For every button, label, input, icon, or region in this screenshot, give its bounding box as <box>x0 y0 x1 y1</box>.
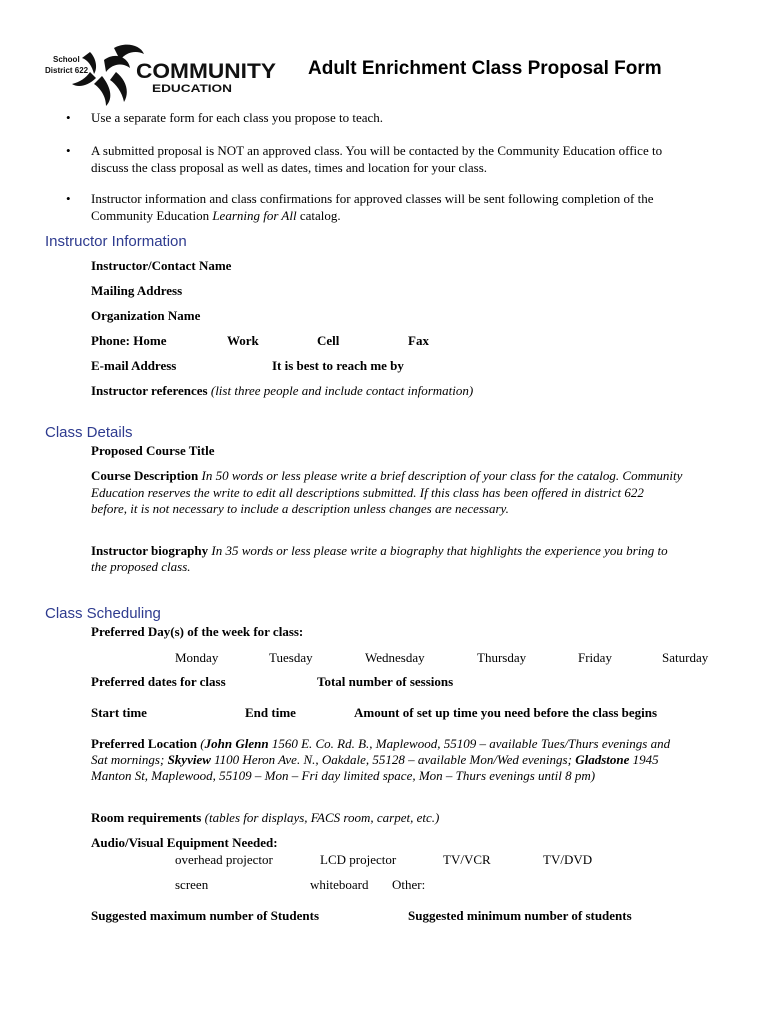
bullet-text-1: Use a separate form for each class you propose to teach. <box>91 110 384 125</box>
loc-l2-c: 1100 Heron Ave. N., Oakdale, 55128 – available Mon/Wed evenings; <box>210 752 576 767</box>
class-details-heading: Class Details <box>45 424 133 441</box>
form-title: Adult Enrichment Class Proposal Form <box>308 58 662 79</box>
references-note: (list three people and include contact information) <box>207 383 474 398</box>
catalog-suffix: catalog. <box>296 208 341 223</box>
end-time-label: End time <box>245 705 296 720</box>
loc-skyview: Skyview <box>167 752 211 767</box>
bullet-text-3-line1: Instructor information and class confirmations for approved classes will be sent following completion of the <box>91 191 654 206</box>
bullet-dot: • <box>66 110 71 125</box>
day-saturday: Saturday <box>662 650 709 665</box>
av-overhead-projector: overhead projector <box>175 852 273 867</box>
av-equipment-label: Audio/Visual Equipment Needed: <box>91 835 278 850</box>
logo-community-text: COMMUNITY <box>136 60 276 83</box>
bio-line1 <box>91 543 668 559</box>
location-label: Preferred Location <box>91 736 198 751</box>
phone-cell-label: Cell <box>317 333 340 348</box>
logo-education-text: EDUCATION <box>152 83 233 95</box>
catalog-prefix: Community Education <box>91 208 213 223</box>
av-screen: screen <box>175 877 209 892</box>
course-title-label: Proposed Course Title <box>91 443 215 458</box>
logo-district-text: District 622 <box>45 66 89 75</box>
contact-name-label: Instructor/Contact Name <box>91 258 232 273</box>
preferred-days-label: Preferred Day(s) of the week for class: <box>91 624 304 639</box>
day-thursday: Thursday <box>477 650 527 665</box>
bio-line2: the proposed class. <box>91 559 191 574</box>
av-other: Other: <box>392 877 426 892</box>
catalog-name: Learning for All <box>212 208 297 223</box>
day-wednesday: Wednesday <box>365 650 425 665</box>
instructor-references <box>91 383 473 399</box>
phone-fax-label: Fax <box>408 333 429 348</box>
room-note: (tables for displays, FACS room, carpet, etc.) <box>201 810 440 825</box>
phone-home-label: Phone: Home <box>91 333 167 348</box>
room-label: Room requirements <box>91 810 202 825</box>
email-label: E-mail Address <box>91 358 177 373</box>
total-sessions-label: Total number of sessions <box>317 674 454 689</box>
course-description-line1 <box>91 468 682 484</box>
day-monday: Monday <box>175 650 219 665</box>
course-description-label: Course Description <box>91 468 199 483</box>
district-622-community-education-logo <box>44 42 280 108</box>
av-tv-vcr: TV/VCR <box>443 852 491 867</box>
phone-work-label: Work <box>227 333 259 348</box>
av-whiteboard: whiteboard <box>310 877 369 892</box>
instructor-information-heading: Instructor Information <box>45 233 187 250</box>
bullet-text-3-line2 <box>91 208 341 224</box>
course-description-line3: before, it is not necessary to include a description unless changes are necessary. <box>91 501 509 516</box>
av-tv-dvd: TV/DVD <box>543 852 593 867</box>
setup-time-label: Amount of set up time you need before the class begins <box>354 705 658 720</box>
loc-l2-a: Sat mornings; <box>91 752 168 767</box>
bio-note: In 35 words or less please write a biography that highlights the experience you bring to <box>208 543 668 558</box>
start-time-label: Start time <box>91 705 147 720</box>
loc-l1-a: ( <box>197 736 205 751</box>
day-friday: Friday <box>578 650 612 665</box>
bullet-dot: • <box>66 191 71 206</box>
logo-school-text: School <box>53 55 80 64</box>
min-students-label: Suggested minimum number of students <box>408 908 632 923</box>
location-line1 <box>91 736 670 752</box>
bullet-dot: • <box>66 143 71 158</box>
best-reach-label: It is best to reach me by <box>272 358 404 373</box>
day-tuesday: Tuesday <box>269 650 313 665</box>
loc-l2-e: 1945 <box>629 752 659 767</box>
bullet-text-2-line2: discuss the class proposal as well as dates, times and location for your class. <box>91 160 488 175</box>
location-line3: Manton St, Maplewood, 55109 – Mon – Fri day limited space, Mon – Thurs evenings until 8 pm) <box>91 768 596 783</box>
bio-label: Instructor biography <box>91 543 209 558</box>
max-students-label: Suggested maximum number of Students <box>91 908 320 923</box>
course-description-note: In 50 words or less please write a brief description of your class for the catalog. Community <box>198 468 683 483</box>
location-line2 <box>91 752 659 768</box>
loc-john-glenn: John Glenn <box>204 736 269 751</box>
av-lcd-projector: LCD projector <box>320 852 397 867</box>
bullet-text-2-line1: A submitted proposal is NOT an approved class. You will be contacted by the Community Education office to <box>91 143 663 158</box>
mailing-address-label: Mailing Address <box>91 283 183 298</box>
loc-l1-c: 1560 E. Co. Rd. B., Maplewood, 55109 – available Tues/Thurs evenings and <box>268 736 671 751</box>
references-label: Instructor references <box>91 383 208 398</box>
preferred-dates-label: Preferred dates for class <box>91 674 226 689</box>
loc-gladstone: Gladstone <box>575 752 630 767</box>
course-description-line2: Education reserves the write to edit all descriptions submitted. If this class has been offered in district 622 <box>91 485 644 500</box>
organization-name-label: Organization Name <box>91 308 201 323</box>
class-scheduling-heading: Class Scheduling <box>45 605 161 622</box>
room-requirements <box>91 810 439 826</box>
